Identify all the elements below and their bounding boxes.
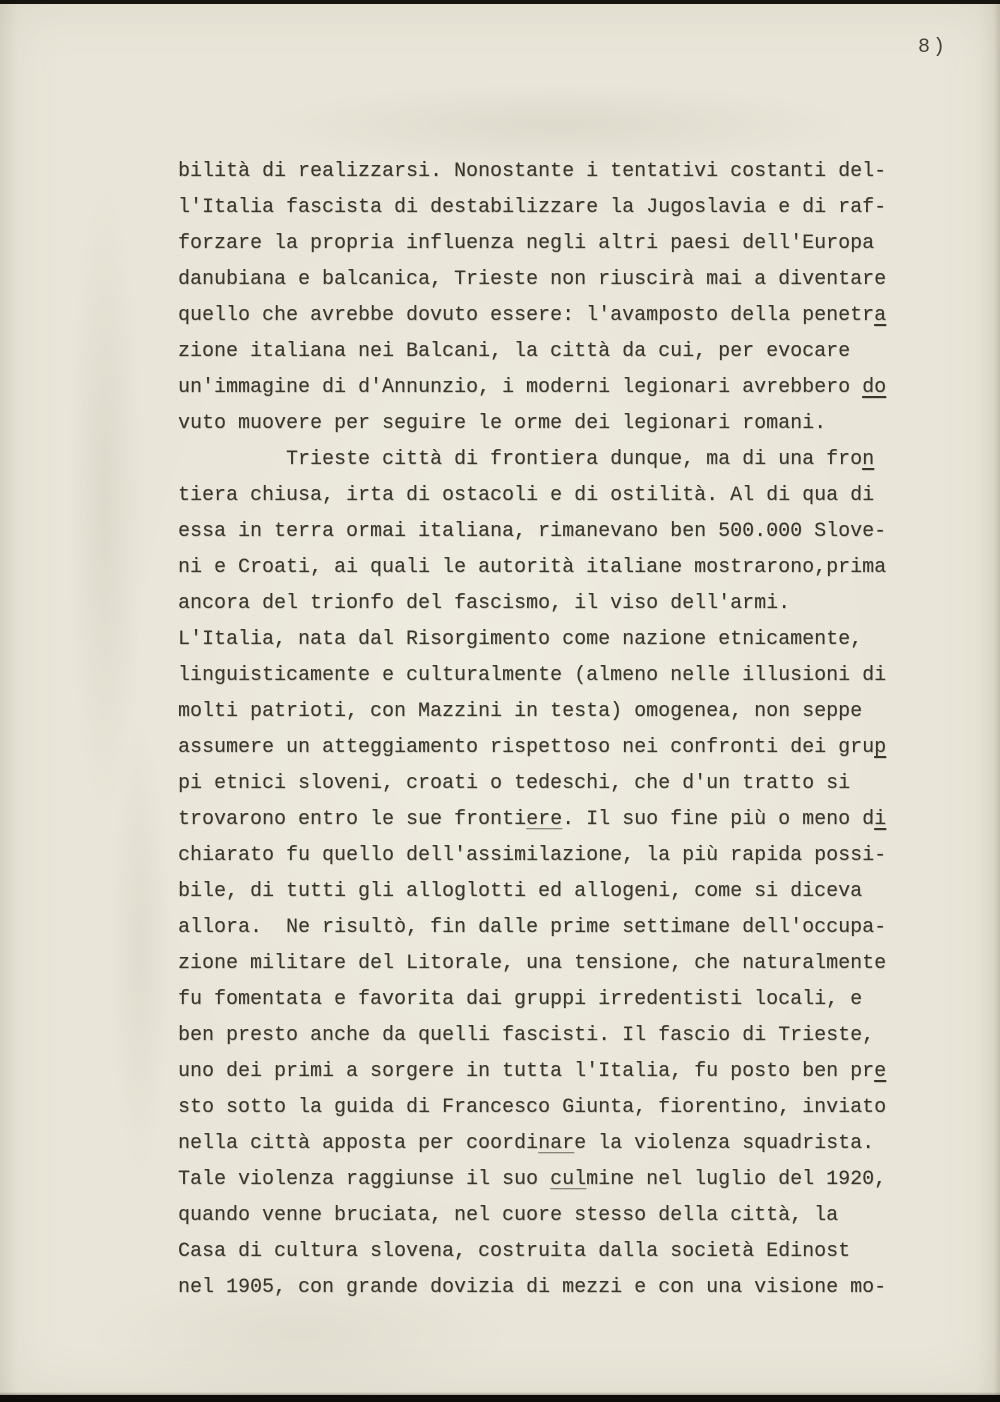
text-line: vuto muovere per seguire le orme dei legionari romani. <box>178 412 827 435</box>
text-line: zione italiana nei Balcani, la città da cui, per evocare <box>178 340 851 363</box>
page-number: 8) <box>918 36 949 59</box>
text-line: quando venne bruciata, nel cuore stesso della città, la <box>178 1204 839 1227</box>
text-line: bile, di tutti gli alloglotti ed allogeni, come si diceva <box>178 880 863 903</box>
text-line: ancora del trionfo del fascismo, il viso dell'armi. <box>178 592 791 615</box>
text-line: ni e Croati, ai quali le autorità italiane mostrarono,prima <box>178 556 887 579</box>
text-line: allora. Ne risultò, fin dalle prime settimane dell'occupa- <box>178 916 887 939</box>
text-line: L'Italia, nata dal Risorgimento come nazione etnicamente, <box>178 628 863 651</box>
text-line: bilità di realizzarsi. Nonostante i tentativi costanti del- <box>178 160 887 183</box>
text-line: nella città apposta per coordinare la violenza squadrista. <box>178 1132 875 1155</box>
text-line: pi etnici sloveni, croati o tedeschi, che d'un tratto si <box>178 772 851 795</box>
text-line: uno dei primi a sorgere in tutta l'Italia, fu posto ben pre <box>178 1060 887 1083</box>
text-line: trovarono entro le sue frontiere. Il suo fine più o meno di <box>178 808 887 831</box>
text-line: assumere un atteggiamento rispettoso nei confronti dei grup <box>178 736 887 759</box>
scan-edge-bottom <box>0 1395 1000 1402</box>
text-line: tiera chiusa, irta di ostacoli e di ostilità. Al di qua di <box>178 484 875 507</box>
scan-edge-top <box>0 0 1000 4</box>
text-line: molti patrioti, con Mazzini in testa) omogenea, non seppe <box>178 700 863 723</box>
text-line: chiarato fu quello dell'assimilazione, la più rapida possi- <box>178 844 887 867</box>
text-line: l'Italia fascista di destabilizzare la Jugoslavia e di raf- <box>178 196 887 219</box>
text-line: danubiana e balcanica, Trieste non riuscirà mai a diventare <box>178 268 887 291</box>
text-line: un'immagine di d'Annunzio, i moderni legionari avrebbero do <box>178 376 887 399</box>
text-line: forzare la propria influenza negli altri paesi dell'Europa <box>178 232 875 255</box>
text-line: linguisticamente e culturalmente (almeno nelle illusioni di <box>178 664 887 687</box>
text-line: ben presto anche da quelli fascisti. Il fascio di Trieste, <box>178 1024 875 1047</box>
text-line: fu fomentata e favorita dai gruppi irredentisti locali, e <box>178 988 863 1011</box>
text-line: Tale violenza raggiunse il suo culmine nel luglio del 1920, <box>178 1168 887 1191</box>
text-line: Casa di cultura slovena, costruita dalla società Edinost <box>178 1240 851 1263</box>
text-line: sto sotto la guida di Francesco Giunta, fiorentino, inviato <box>178 1096 887 1119</box>
typewritten-text <box>178 154 918 1306</box>
text-line: essa in terra ormai italiana, rimanevano ben 500.000 Slove- <box>178 520 887 543</box>
text-line: quello che avrebbe dovuto essere: l'avamposto della penetra <box>178 304 887 327</box>
text-line: zione militare del Litorale, una tensione, che naturalmente <box>178 952 887 975</box>
text-line: Trieste città di frontiera dunque, ma di una fron <box>178 448 875 471</box>
text-line: nel 1905, con grande dovizia di mezzi e con una visione mo- <box>178 1276 887 1299</box>
